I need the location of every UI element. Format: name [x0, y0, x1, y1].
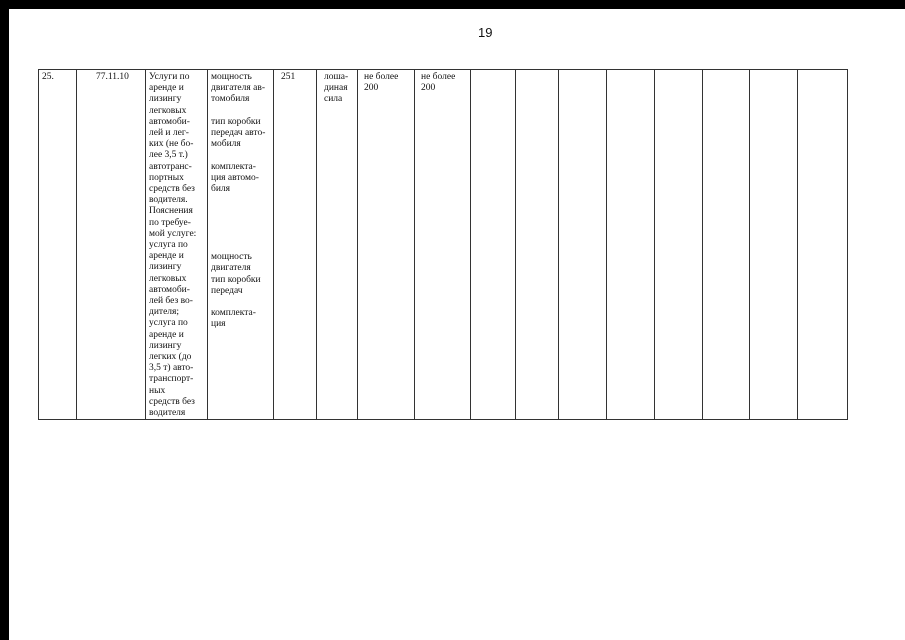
- page-number: 19: [478, 25, 493, 40]
- row-index: 25.: [42, 72, 54, 82]
- unit-name-cell: [317, 70, 358, 420]
- service-description: Услуги по аренде и лизингу легковых автомоби- лей и лег- ких (не бо- лее 3,5 т.) автотранс- портных средств без водителя. Пояснения по требуе- мой услуге: услуга по аренде и лизингу легковых автомоби- лей без во- дителя; услуга по аренде и лизингу легких (до 3,5 т) авто- транспорт- ных средств без водителя: [149, 72, 197, 419]
- scan-frame-left: [0, 0, 9, 640]
- data-table: [38, 69, 848, 420]
- empty-cell: [798, 70, 848, 420]
- characteristics-top: мощность двигателя ав- томобиля тип коробки передач авто- мобиля комплекта- ция автомо- биля: [211, 72, 266, 195]
- empty-cell: [750, 70, 798, 420]
- value-1: не более 200: [364, 72, 399, 94]
- scan-frame-top: [0, 0, 905, 9]
- value-2: не более 200: [421, 72, 456, 94]
- empty-cell: [607, 70, 655, 420]
- empty-cell: [655, 70, 703, 420]
- empty-cell: [559, 70, 607, 420]
- okpd-code: 77.11.10: [96, 72, 129, 82]
- description-cell: [146, 70, 208, 420]
- value-2-cell: [415, 70, 471, 420]
- value-1-cell: [358, 70, 415, 420]
- row-index-cell: [39, 70, 77, 420]
- unit-code-cell: [274, 70, 317, 420]
- code-cell: [77, 70, 146, 420]
- empty-cell: [471, 70, 516, 420]
- table-row: [39, 70, 848, 420]
- empty-cell: [703, 70, 750, 420]
- empty-cell: [516, 70, 559, 420]
- characteristics-bottom: мощность двигателя тип коробки передач комплекта- ция: [211, 252, 261, 330]
- unit-name: лоша- диная сила: [324, 72, 349, 105]
- characteristics-cell: [208, 70, 274, 420]
- unit-code: 251: [281, 72, 296, 82]
